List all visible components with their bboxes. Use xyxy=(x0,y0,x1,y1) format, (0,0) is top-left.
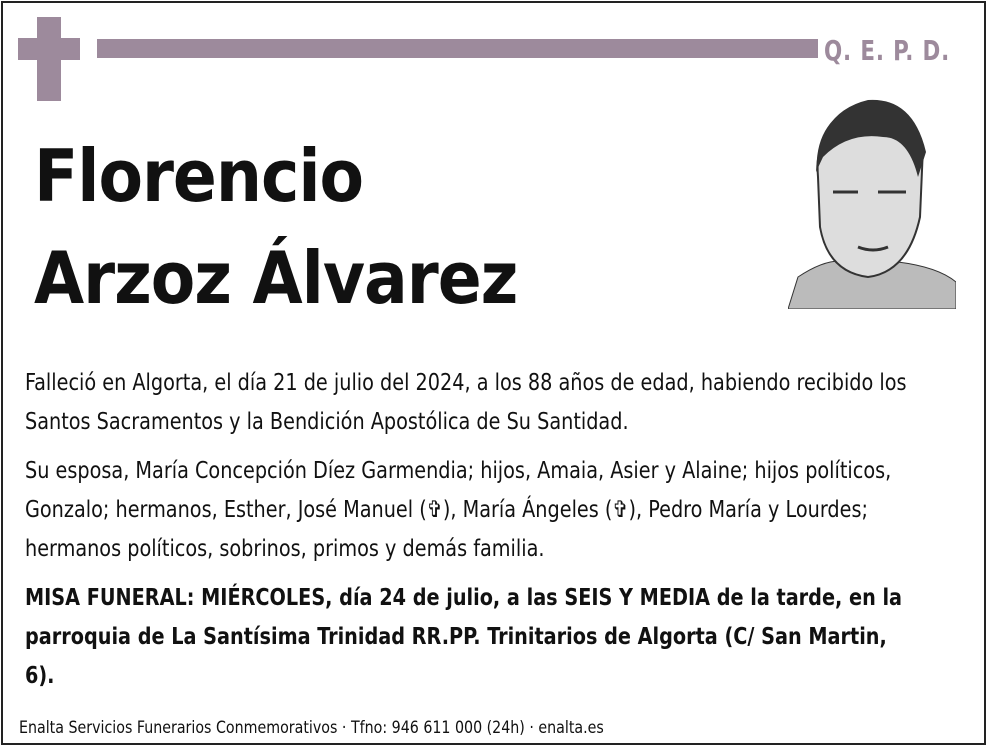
footer-contact: Enalta Servicios Funerarios Conmemorativos · Tfno: 946 611 000 (24h) · enalta.es xyxy=(19,718,604,738)
deceased-last-name: Arzoz Álvarez xyxy=(34,236,518,320)
family-text: Su esposa, María Concepción Díez Garmendia; hijos, Amaia, Asier y Alaine; hijos políticos, Gonzalo; hermanos, Esther, José Manuel (✞), María Ángeles (✞), Pedro María y Lourdes; hermanos políticos, sobrinos, primos y demás familia. xyxy=(25,458,892,562)
obituary-body xyxy=(25,364,909,706)
deceased-first-name: Florencio xyxy=(34,134,364,218)
header-bar xyxy=(97,39,818,58)
death-notice-text: Falleció en Algorta, el día 21 de julio del 2024, a los 88 años de edad, habiendo recibido los Santos Sacramentos y la Bendición Apostólica de Su Santidad. xyxy=(25,370,907,435)
qepd-label: Q. E. P. D. xyxy=(824,34,951,67)
funeral-mass-text: MISA FUNERAL: MIÉRCOLES, día 24 de julio, a las SEIS Y MEDIA de la tarde, en la parroquia de La Santísima Trinidad RR.PP. Trinitarios de Algorta (C/ San Martin, 6). xyxy=(25,585,903,689)
cross-icon-arm xyxy=(18,38,80,60)
portrait-photo xyxy=(788,97,956,309)
